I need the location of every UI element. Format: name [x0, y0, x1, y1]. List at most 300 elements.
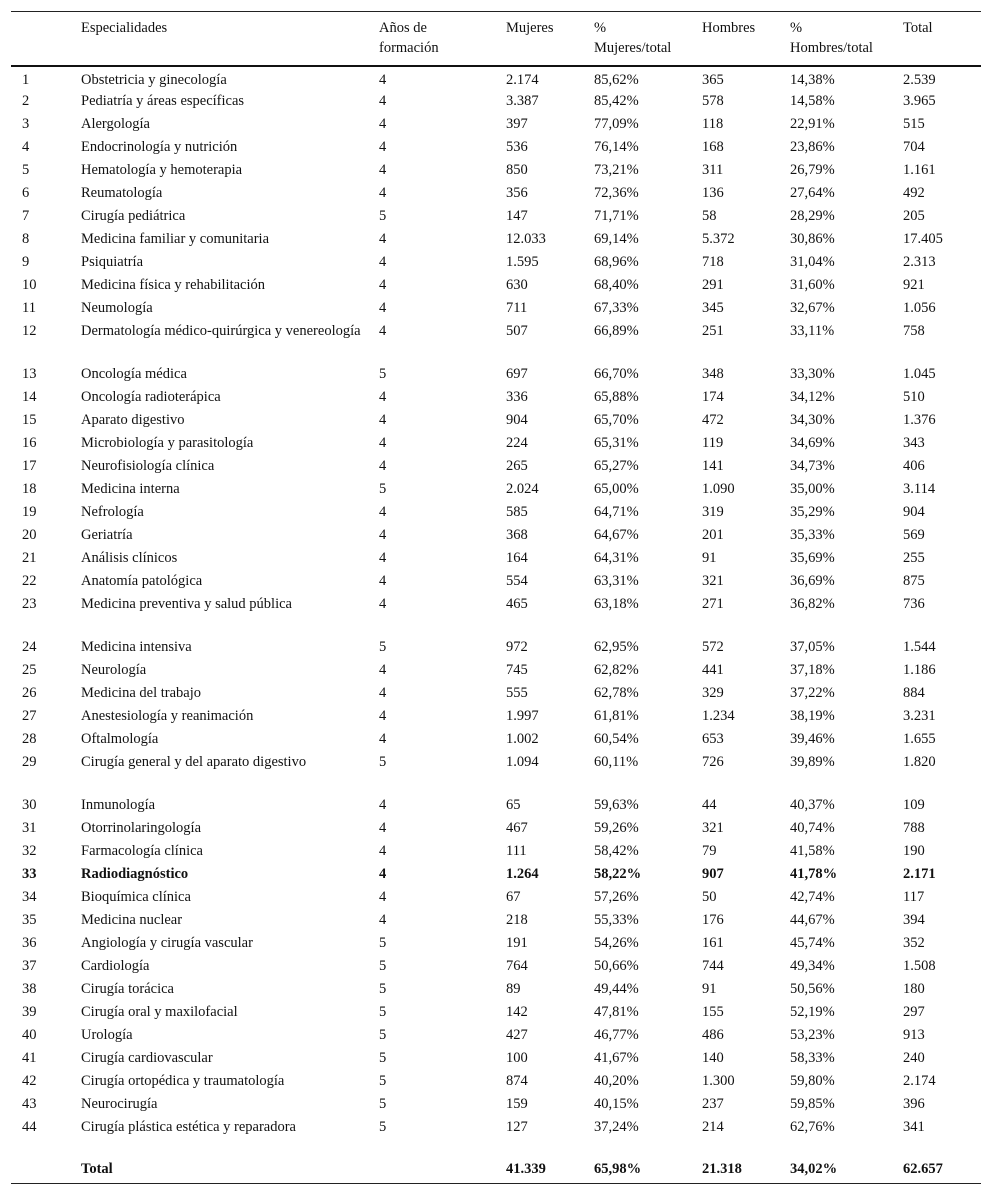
cell-index: 32: [22, 843, 37, 859]
table-row: [11, 66, 981, 90]
cell-years: 4: [379, 573, 387, 589]
cell-specialty: Alergología: [81, 116, 150, 132]
header-years: [379, 12, 506, 67]
cell-total: 3.114: [903, 481, 936, 497]
cell-men: 155: [702, 1004, 724, 1020]
table-row: [11, 501, 981, 524]
table-row: [11, 1070, 981, 1093]
cell-specialty: Dermatología médico-quirúrgica y venereología: [81, 323, 361, 339]
table-row: [11, 751, 981, 794]
cell-men: 291: [702, 277, 724, 293]
cell-years: 4: [379, 820, 387, 836]
cell-men: 1.234: [702, 708, 735, 724]
header-men: Hombres: [702, 12, 790, 67]
table-row: [11, 205, 981, 228]
cell-years: 5: [379, 366, 387, 382]
totals-row: [11, 1159, 981, 1184]
cell-pct-men: 36,82%: [790, 596, 835, 612]
cell-specialty: Cirugía torácica: [81, 981, 174, 997]
cell-specialty: Oncología radioterápica: [81, 389, 221, 405]
cell-pct-women: 41,67%: [594, 1050, 639, 1066]
table-row: [11, 251, 981, 274]
cell-total: 2.313: [903, 254, 936, 270]
cell-men: 311: [702, 162, 724, 178]
cell-pct-men: 49,34%: [790, 958, 835, 974]
cell-women: 67: [506, 889, 521, 905]
cell-total: 2.174: [903, 1073, 936, 1089]
cell-women: 397: [506, 116, 528, 132]
header-years-line1: Años de: [379, 20, 427, 36]
cell-specialty: Cirugía ortopédica y traumatología: [81, 1073, 285, 1089]
cell-pct-women: 66,89%: [594, 323, 639, 339]
cell-men: 1.090: [702, 481, 735, 497]
specialties-table: [11, 11, 981, 1184]
cell-index: 44: [22, 1119, 37, 1135]
cell-years: 4: [379, 277, 387, 293]
cell-pct-women: 60,11%: [594, 754, 639, 770]
header-specialty: Especialidades: [81, 12, 379, 67]
cell-specialty: Microbiología y parasitología: [81, 435, 254, 451]
cell-total: 394: [903, 912, 925, 928]
cell-men: 50: [702, 889, 717, 905]
cell-total: 343: [903, 435, 925, 451]
cell-years: 4: [379, 731, 387, 747]
cell-pct-women: 85,62%: [594, 72, 639, 88]
cell-pct-men: 32,67%: [790, 300, 835, 316]
cell-total: 240: [903, 1050, 925, 1066]
cell-index: 6: [22, 185, 30, 201]
header-pct-men: [790, 12, 903, 67]
cell-men: 136: [702, 185, 724, 201]
cell-men: 578: [702, 93, 724, 109]
cell-pct-men: 37,18%: [790, 662, 835, 678]
cell-specialty: Obstetricia y ginecología: [81, 72, 227, 88]
cell-pct-women: 65,27%: [594, 458, 639, 474]
cell-men: 5.372: [702, 231, 735, 247]
cell-women: 111: [506, 843, 527, 859]
cell-pct-men: 34,73%: [790, 458, 835, 474]
cell-pct-women: 57,26%: [594, 889, 639, 905]
cell-index: 31: [22, 820, 37, 836]
cell-years: 5: [379, 935, 387, 951]
cell-specialty: Medicina intensiva: [81, 639, 192, 655]
table-row: [11, 817, 981, 840]
cell-years: 4: [379, 866, 387, 882]
cell-women: 142: [506, 1004, 528, 1020]
cell-men: 744: [702, 958, 724, 974]
cell-index: 29: [22, 754, 37, 770]
cell-men: 214: [702, 1119, 724, 1135]
totals-total: 62.657: [903, 1161, 943, 1177]
table-row: [11, 159, 981, 182]
cell-total: 758: [903, 323, 925, 339]
cell-years: 5: [379, 1027, 387, 1043]
cell-years: 5: [379, 754, 387, 770]
cell-men: 653: [702, 731, 724, 747]
header-row: [11, 12, 981, 67]
cell-pct-men: 38,19%: [790, 708, 835, 724]
table-row: [11, 90, 981, 113]
cell-specialty: Anestesiología y reanimación: [81, 708, 254, 724]
cell-total: 875: [903, 573, 925, 589]
cell-pct-men: 35,33%: [790, 527, 835, 543]
cell-pct-women: 54,26%: [594, 935, 639, 951]
cell-pct-men: 35,29%: [790, 504, 835, 520]
cell-total: 1.376: [903, 412, 936, 428]
cell-years: 4: [379, 162, 387, 178]
header-total: Total: [903, 12, 981, 67]
table-row: [11, 524, 981, 547]
cell-total: 2.539: [903, 72, 936, 88]
cell-men: 365: [702, 72, 724, 88]
cell-index: 13: [22, 366, 37, 382]
cell-pct-men: 22,91%: [790, 116, 835, 132]
cell-women: 224: [506, 435, 528, 451]
cell-years: 4: [379, 435, 387, 451]
cell-index: 26: [22, 685, 37, 701]
cell-total: 1.056: [903, 300, 936, 316]
cell-pct-men: 28,29%: [790, 208, 835, 224]
cell-women: 764: [506, 958, 528, 974]
cell-men: 572: [702, 639, 724, 655]
cell-men: 271: [702, 596, 724, 612]
cell-total: 1.186: [903, 662, 936, 678]
cell-women: 555: [506, 685, 528, 701]
cell-index: 35: [22, 912, 37, 928]
cell-index: 3: [22, 116, 30, 132]
header-pct-men-line2: Hombres/total: [790, 40, 873, 56]
cell-specialty: Neurología: [81, 662, 147, 678]
cell-women: 164: [506, 550, 528, 566]
cell-men: 118: [702, 116, 724, 132]
cell-index: 14: [22, 389, 37, 405]
cell-pct-women: 55,33%: [594, 912, 639, 928]
table-row: [11, 1093, 981, 1116]
cell-pct-men: 33,30%: [790, 366, 835, 382]
cell-pct-women: 58,42%: [594, 843, 639, 859]
cell-pct-men: 27,64%: [790, 185, 835, 201]
cell-years: 4: [379, 504, 387, 520]
cell-men: 119: [702, 435, 724, 451]
cell-specialty: Urología: [81, 1027, 133, 1043]
cell-men: 140: [702, 1050, 724, 1066]
cell-total: 1.508: [903, 958, 936, 974]
cell-index: 12: [22, 323, 37, 339]
cell-men: 91: [702, 550, 717, 566]
table-row: [11, 1001, 981, 1024]
header-pct-women-line1: %: [594, 20, 607, 36]
cell-pct-men: 53,23%: [790, 1027, 835, 1043]
totals-pct-women: 65,98%: [594, 1161, 642, 1177]
cell-pct-men: 36,69%: [790, 573, 835, 589]
cell-pct-men: 59,80%: [790, 1073, 835, 1089]
table-row: [11, 1047, 981, 1070]
cell-women: 1.595: [506, 254, 539, 270]
cell-total: 704: [903, 139, 925, 155]
cell-specialty: Angiología y cirugía vascular: [81, 935, 253, 951]
cell-women: 507: [506, 323, 528, 339]
cell-specialty: Cirugía pediátrica: [81, 208, 186, 224]
cell-men: 321: [702, 573, 724, 589]
cell-years: 5: [379, 958, 387, 974]
cell-years: 5: [379, 208, 387, 224]
cell-specialty: Cirugía general y del aparato digestivo: [81, 754, 307, 770]
cell-women: 1.094: [506, 754, 539, 770]
cell-pct-women: 69,14%: [594, 231, 639, 247]
cell-women: 972: [506, 639, 528, 655]
cell-women: 904: [506, 412, 528, 428]
cell-pct-women: 65,31%: [594, 435, 639, 451]
cell-index: 2: [22, 93, 30, 109]
cell-specialty: Pediatría y áreas específicas: [81, 93, 245, 109]
cell-pct-women: 40,15%: [594, 1096, 639, 1112]
cell-specialty: Medicina nuclear: [81, 912, 183, 928]
cell-women: 2.174: [506, 72, 539, 88]
cell-pct-men: 23,86%: [790, 139, 835, 155]
cell-men: 345: [702, 300, 724, 316]
cell-index: 40: [22, 1027, 37, 1043]
cell-specialty: Radiodiagnóstico: [81, 866, 189, 882]
cell-pct-men: 34,30%: [790, 412, 835, 428]
cell-total: 1.045: [903, 366, 936, 382]
table-body: [11, 66, 981, 1184]
totals-years: [379, 1159, 506, 1184]
cell-pct-men: 14,38%: [790, 72, 835, 88]
cell-years: 4: [379, 596, 387, 612]
cell-men: 472: [702, 412, 724, 428]
cell-women: 159: [506, 1096, 528, 1112]
header-pct-men-line1: %: [790, 20, 803, 36]
table-row: [11, 1024, 981, 1047]
cell-women: 874: [506, 1073, 528, 1089]
table-row: [11, 228, 981, 251]
cell-index: 4: [22, 139, 30, 155]
cell-women: 585: [506, 504, 528, 520]
cell-pct-men: 50,56%: [790, 981, 835, 997]
cell-women: 1.997: [506, 708, 539, 724]
cell-index: 21: [22, 550, 37, 566]
cell-index: 42: [22, 1073, 37, 1089]
cell-women: 218: [506, 912, 528, 928]
cell-years: 4: [379, 412, 387, 428]
cell-men: 251: [702, 323, 724, 339]
cell-men: 141: [702, 458, 724, 474]
cell-total: 396: [903, 1096, 925, 1112]
cell-total: 3.231: [903, 708, 936, 724]
cell-index: 15: [22, 412, 37, 428]
cell-years: 4: [379, 323, 387, 339]
cell-index: 34: [22, 889, 37, 905]
cell-women: 147: [506, 208, 528, 224]
cell-specialty: Otorrinolaringología: [81, 820, 202, 836]
totals-index: [11, 1159, 81, 1184]
cell-total: 352: [903, 935, 925, 951]
table-row: [11, 682, 981, 705]
cell-years: 4: [379, 93, 387, 109]
cell-specialty: Cirugía cardiovascular: [81, 1050, 213, 1066]
totals-men: 21.318: [702, 1161, 742, 1177]
cell-total: 492: [903, 185, 925, 201]
cell-women: 697: [506, 366, 528, 382]
table-row: [11, 386, 981, 409]
table-row: [11, 978, 981, 1001]
totals-women: 41.339: [506, 1161, 546, 1177]
totals-pct-men: 34,02%: [790, 1161, 838, 1177]
cell-index: 23: [22, 596, 37, 612]
table-row: [11, 455, 981, 478]
cell-years: 4: [379, 797, 387, 813]
cell-pct-men: 44,67%: [790, 912, 835, 928]
cell-men: 486: [702, 1027, 724, 1043]
cell-total: 1.544: [903, 639, 936, 655]
cell-index: 19: [22, 504, 37, 520]
cell-specialty: Nefrología: [81, 504, 144, 520]
cell-pct-women: 60,54%: [594, 731, 639, 747]
cell-index: 43: [22, 1096, 37, 1112]
cell-specialty: Medicina del trabajo: [81, 685, 201, 701]
cell-specialty: Anatomía patológica: [81, 573, 203, 589]
cell-total: 788: [903, 820, 925, 836]
table-row: [11, 113, 981, 136]
cell-specialty: Inmunología: [81, 797, 156, 813]
cell-years: 4: [379, 843, 387, 859]
cell-pct-women: 63,31%: [594, 573, 639, 589]
cell-years: 4: [379, 527, 387, 543]
cell-men: 329: [702, 685, 724, 701]
cell-pct-women: 65,88%: [594, 389, 639, 405]
cell-years: 4: [379, 72, 387, 88]
table-row: [11, 932, 981, 955]
cell-total: 913: [903, 1027, 925, 1043]
cell-pct-women: 77,09%: [594, 116, 639, 132]
cell-index: 8: [22, 231, 30, 247]
cell-pct-women: 68,96%: [594, 254, 639, 270]
cell-specialty: Neumología: [81, 300, 153, 316]
cell-pct-men: 35,69%: [790, 550, 835, 566]
cell-pct-women: 59,63%: [594, 797, 639, 813]
cell-men: 319: [702, 504, 724, 520]
cell-pct-women: 76,14%: [594, 139, 639, 155]
cell-years: 4: [379, 912, 387, 928]
cell-pct-women: 62,95%: [594, 639, 639, 655]
cell-specialty: Psiquiatría: [81, 254, 144, 270]
cell-specialty: Bioquímica clínica: [81, 889, 191, 905]
cell-pct-women: 68,40%: [594, 277, 639, 293]
cell-men: 161: [702, 935, 724, 951]
cell-pct-women: 65,70%: [594, 412, 639, 428]
cell-women: 65: [506, 797, 521, 813]
cell-index: 24: [22, 639, 37, 655]
cell-index: 7: [22, 208, 30, 224]
cell-index: 5: [22, 162, 30, 178]
cell-specialty: Cirugía plástica estética y reparadora: [81, 1119, 296, 1135]
cell-pct-men: 41,78%: [790, 866, 838, 882]
cell-pct-men: 58,33%: [790, 1050, 835, 1066]
cell-years: 4: [379, 550, 387, 566]
cell-index: 22: [22, 573, 37, 589]
cell-men: 237: [702, 1096, 724, 1112]
table-row: [11, 636, 981, 659]
cell-years: 4: [379, 708, 387, 724]
cell-years: 5: [379, 1096, 387, 1112]
cell-pct-women: 62,78%: [594, 685, 639, 701]
cell-index: 39: [22, 1004, 37, 1020]
cell-pct-women: 64,71%: [594, 504, 639, 520]
table-row: [11, 136, 981, 159]
cell-pct-women: 59,26%: [594, 820, 639, 836]
cell-men: 201: [702, 527, 724, 543]
cell-women: 265: [506, 458, 528, 474]
cell-total: 1.161: [903, 162, 936, 178]
cell-men: 907: [702, 866, 724, 882]
cell-men: 1.300: [702, 1073, 735, 1089]
cell-index: 18: [22, 481, 37, 497]
cell-specialty: Medicina preventiva y salud pública: [81, 596, 292, 612]
cell-total: 1.820: [903, 754, 936, 770]
cell-pct-men: 40,37%: [790, 797, 835, 813]
table-row: [11, 728, 981, 751]
cell-women: 127: [506, 1119, 528, 1135]
cell-specialty: Aparato digestivo: [81, 412, 185, 428]
cell-index: 25: [22, 662, 37, 678]
cell-women: 745: [506, 662, 528, 678]
cell-total: 736: [903, 596, 925, 612]
cell-index: 11: [22, 300, 36, 316]
cell-years: 4: [379, 458, 387, 474]
table-row: [11, 409, 981, 432]
cell-women: 89: [506, 981, 521, 997]
cell-women: 467: [506, 820, 528, 836]
cell-years: 4: [379, 300, 387, 316]
cell-men: 441: [702, 662, 724, 678]
cell-women: 850: [506, 162, 528, 178]
cell-men: 348: [702, 366, 724, 382]
cell-pct-men: 33,11%: [790, 323, 835, 339]
cell-pct-women: 37,24%: [594, 1119, 639, 1135]
cell-specialty: Reumatología: [81, 185, 163, 201]
cell-pct-women: 65,00%: [594, 481, 639, 497]
cell-specialty: Hematología y hemoterapia: [81, 162, 243, 178]
cell-pct-men: 34,69%: [790, 435, 835, 451]
cell-years: 4: [379, 231, 387, 247]
cell-pct-women: 72,36%: [594, 185, 639, 201]
cell-years: 5: [379, 1073, 387, 1089]
cell-index: 16: [22, 435, 37, 451]
cell-years: 5: [379, 1004, 387, 1020]
cell-specialty: Neurofisiología clínica: [81, 458, 215, 474]
table-row: [11, 909, 981, 932]
cell-pct-men: 40,74%: [790, 820, 835, 836]
cell-specialty: Análisis clínicos: [81, 550, 178, 566]
cell-total: 569: [903, 527, 925, 543]
cell-men: 321: [702, 820, 724, 836]
cell-years: 4: [379, 685, 387, 701]
cell-men: 174: [702, 389, 724, 405]
cell-pct-men: 37,22%: [790, 685, 835, 701]
table-row: [11, 886, 981, 909]
cell-pct-women: 40,20%: [594, 1073, 639, 1089]
cell-index: 20: [22, 527, 37, 543]
cell-years: 4: [379, 139, 387, 155]
cell-women: 554: [506, 573, 528, 589]
cell-pct-men: 62,76%: [790, 1119, 835, 1135]
cell-pct-women: 61,81%: [594, 708, 639, 724]
cell-men: 58: [702, 208, 717, 224]
cell-pct-men: 35,00%: [790, 481, 835, 497]
cell-men: 176: [702, 912, 724, 928]
cell-pct-women: 67,33%: [594, 300, 639, 316]
table-row: [11, 705, 981, 728]
